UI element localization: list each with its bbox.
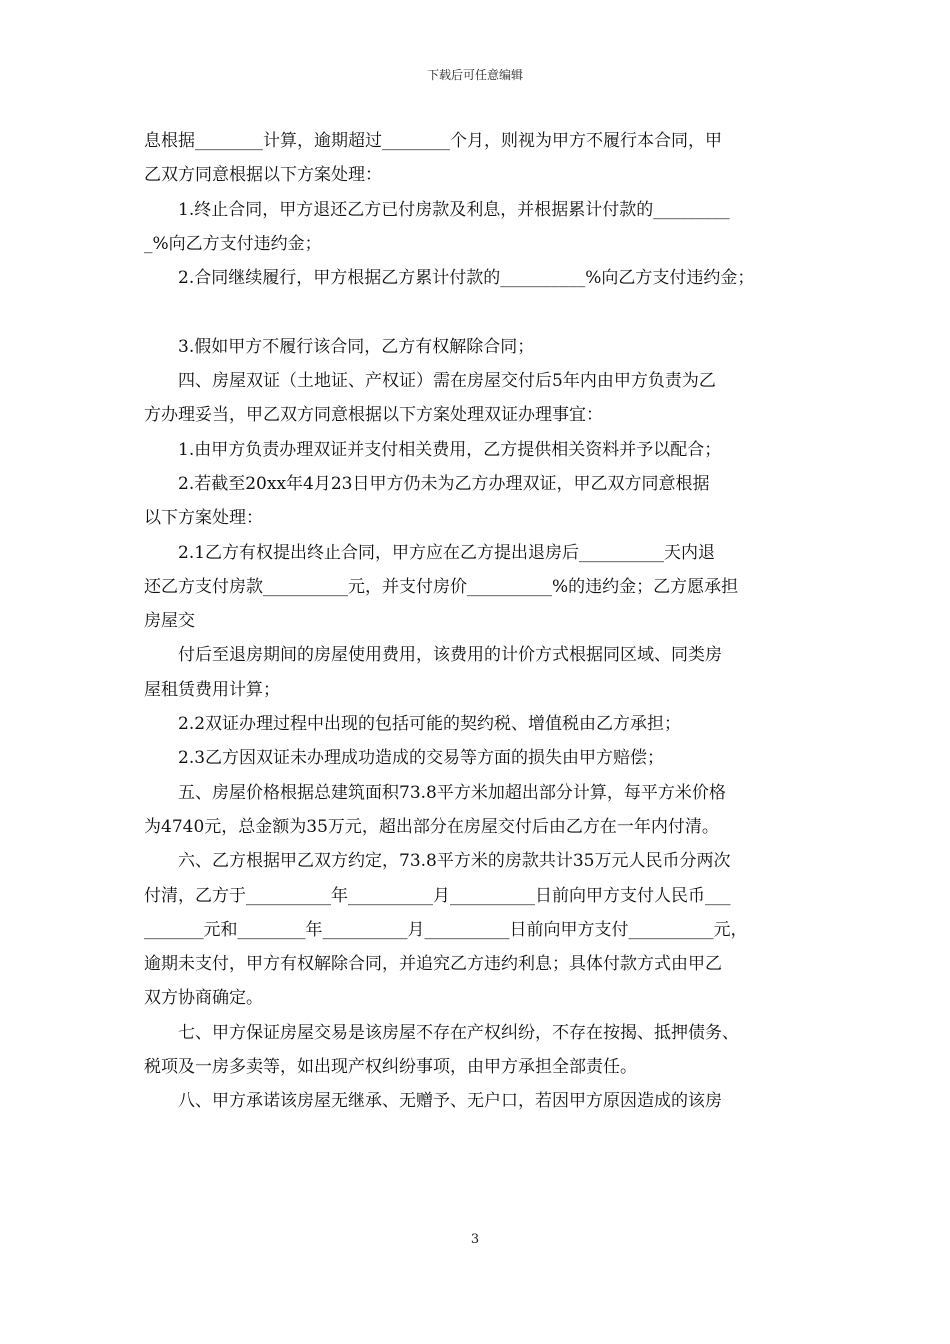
- text-line: 付后至退房期间的房屋使用费用，该费用的计价方式根据同区域、同类房: [178, 645, 722, 666]
- text-line: 2.3乙方因双证未办理成功造成的交易等方面的损失由甲方赔偿；: [178, 748, 665, 769]
- text-line: 付清，乙方于__________年__________月__________日前向甲方支付人民币___: [144, 885, 731, 906]
- text-line: 四、房屋双证（土地证、产权证）需在房屋交付后5年内由甲方负责为乙: [178, 371, 716, 392]
- text-line: 1.终止合同，甲方退还乙方已付房款及利息，并根据累计付款的_________: [178, 199, 730, 220]
- text-line: 六、乙方根据甲乙双方约定，73.8平方米的房款共计35万元人民币分两次: [178, 851, 731, 872]
- text-line: 七、甲方保证房屋交易是该房屋不存在产权纠纷，不存在按揭、抵押债务、: [178, 1022, 739, 1043]
- text-line: 屋租赁费用计算；: [144, 679, 280, 700]
- text-line: 房屋交: [144, 611, 195, 632]
- text-line: 税项及一房多卖等，如出现产权纠纷事项，由甲方承担全部责任。: [144, 1057, 637, 1078]
- text-line: 1.由甲方负责办理双证并支付相关费用，乙方提供相关资料并予以配合；: [178, 439, 722, 460]
- text-line: 2.1乙方有权提出终止合同，甲方应在乙方提出退房后__________天内退: [178, 542, 716, 563]
- page-header: 下载后可任意编辑: [426, 68, 523, 82]
- text-line: 方办理妥当，甲乙双方同意根据以下方案处理双证办理事宜：: [144, 405, 603, 426]
- text-line: 五、房屋价格根据总建筑面积73.8平方米加超出部分计算，每平方米价格: [178, 782, 726, 803]
- text-line: 逾期未支付，甲方有权解除合同，并追究乙方违约利息；具体付款方式由甲乙: [144, 954, 722, 975]
- page-number: 3: [470, 1232, 480, 1247]
- text-line: 还乙方支付房款__________元，并支付房价__________%的违约金；乙方愿承担: [144, 576, 739, 597]
- text-line: 2.若截至20xx年4月23日甲方仍未为乙方办理双证，甲乙双方同意根据: [178, 473, 710, 494]
- document-body: [144, 124, 810, 1119]
- text-line: 以下方案处理：: [144, 508, 263, 529]
- text-line: 为4740元，总金额为35万元，超出部分在房屋交付后由乙方在一年内付清。: [144, 816, 719, 837]
- text-line: 八、甲方承诺该房屋无继承、无赠予、无户口，若因甲方原因造成的该房: [178, 1091, 722, 1112]
- text-line: 息根据________计算，逾期超过________个月，则视为甲方不履行本合同，甲: [144, 131, 722, 151]
- paragraph-gap: [144, 295, 810, 329]
- text-line: _%向乙方支付违约金；: [144, 233, 322, 254]
- text-line: 2.合同继续履行，甲方根据乙方累计付款的__________%向乙方支付违约金；: [178, 268, 755, 289]
- text-line: 3.假如甲方不履行该合同，乙方有权解除合同；: [178, 336, 535, 357]
- text-line: 双方协商确定。: [144, 988, 263, 1009]
- text-line: _______元和________年__________月__________日前向甲方支付__________元，: [144, 919, 748, 940]
- text-line: 乙双方同意根据以下方案处理：: [144, 165, 382, 186]
- text-line: 2.2双证办理过程中出现的包括可能的契约税、增值税由乙方承担；: [178, 714, 682, 735]
